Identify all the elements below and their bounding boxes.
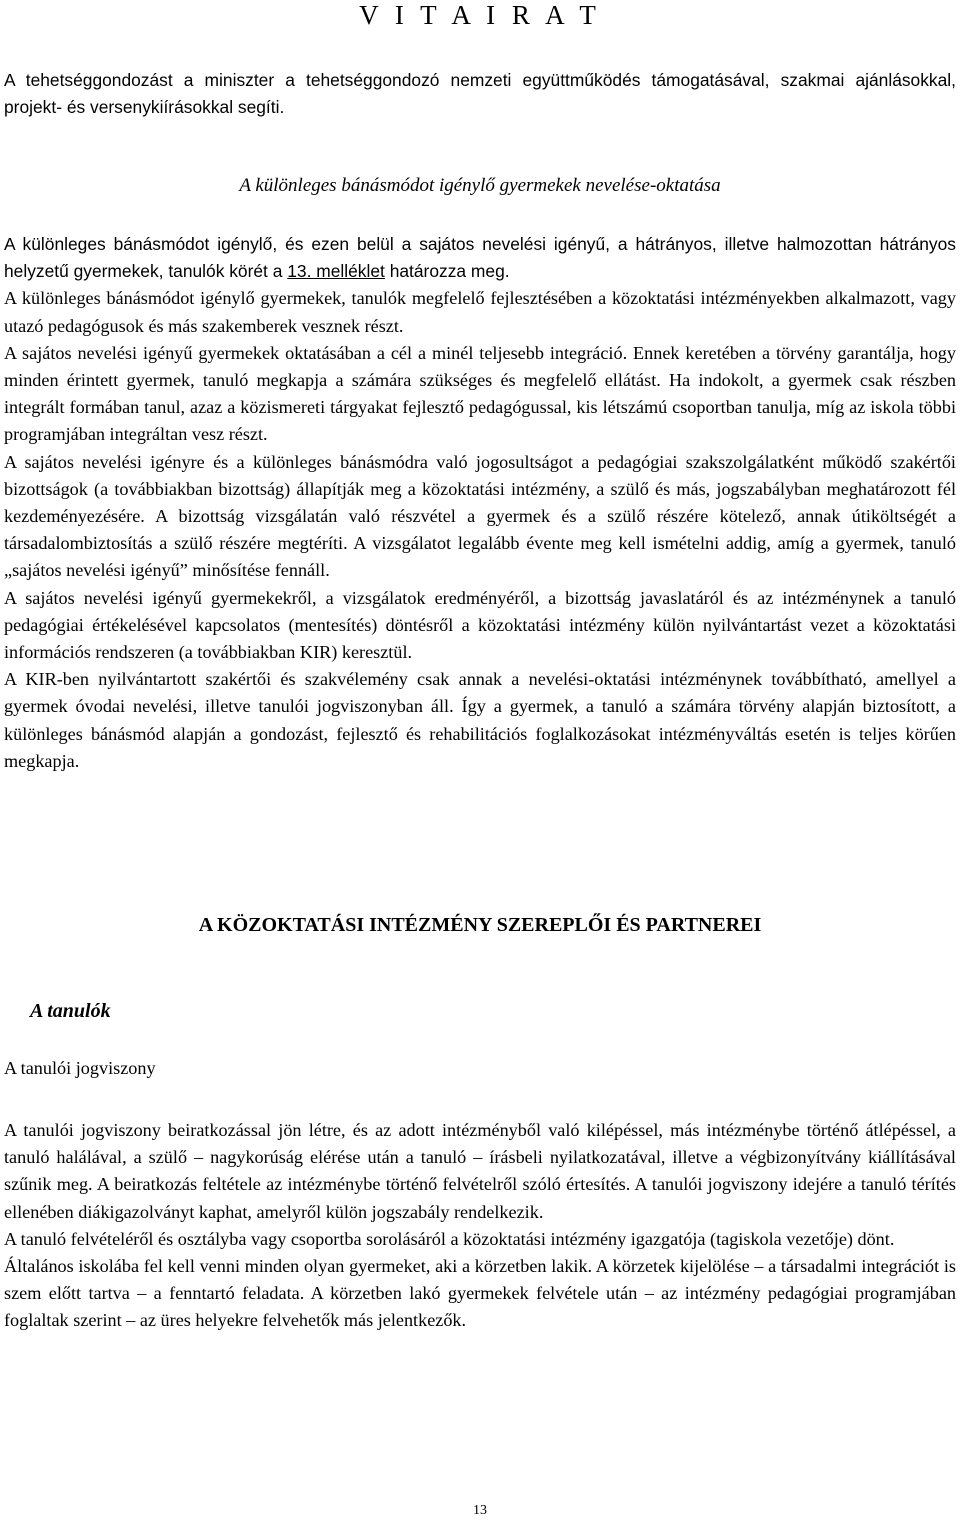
- special-needs-paragraph-6: A KIR-ben nyilvántartott szakértői és szakvélemény csak annak a nevelési-oktatási intézménynek továbbítható, amellyel a gyermek óvodai nevelési, illetve tanulói jogviszonyban áll. Így a gyermek, a tanuló a számára törvény alapján biztosított, a különleges bánásmód alapján a gondozást, fejlesztő és rehabilitációs foglalkozásokat intézményváltás esetén is teljes körűen megkapja.: [4, 669, 956, 771]
- student-status-heading-block: [4, 1055, 956, 1082]
- annex-13-link[interactable]: 13. melléklet: [287, 261, 385, 282]
- special-needs-paragraph-3: A sajátos nevelési igényű gyermekek oktatásában a cél a minél teljesebb integráció. Ennek keretében a törvény garantálja, hogy minden érintett gyermek, tanuló megkapja a számára szükséges és megfelelő ellátást. Ha indokolt, a gyermek csak részben integrált formában tanul, azaz a közismereti tárgyakat fejlesztő pedagógussal, kis létszámú csoportban tanulja, míg az iskola többi programjában integráltan vesz részt.: [4, 342, 956, 445]
- student-status-paragraph-2: A tanuló felvételéről és osztályba vagy csoportba sorolásáról a közoktatási intézmény igazgatója (tagiskola vezetője) dönt.: [4, 1228, 895, 1249]
- student-status-heading: A tanulói jogviszony: [4, 1058, 156, 1078]
- special-needs-paragraph-4: A sajátos nevelési igényre és a különleges bánásmódra való jogosultságot a pedagógiai szakszolgálatként működő szakértői bizottságok (a továbbiakban bizottság) állapítják meg a közoktatási intézmény, a szülő és más, jogszabályban meghatározott fél kezdeményezésére. A bizottság vizsgálatán való részvétel a gyermek és a szülő részére kötelező, annak útiköltségét a társadalombiztosítás a szülő részére megtéríti. A vizsgálatot legalább évente meg kell ismételni addig, amíg a gyermek, tanuló „sajátos nevelési igényű” minősítése fennáll.: [4, 451, 956, 581]
- special-needs-block: [4, 231, 956, 775]
- special-needs-paragraph-1: [4, 231, 956, 285]
- students-heading: A tanulók: [30, 1000, 111, 1022]
- special-needs-p1-text-a: A különleges bánásmódot igénylő, és ezen belül a sajátos nevelési igényű, a hátrányos, illetve halmozottan hátrányos helyzetű gyermekek, tanulók körét a: [4, 234, 956, 282]
- intro-block: [4, 67, 956, 121]
- page-title: V I T A I R A T: [359, 0, 601, 30]
- special-needs-paragraph-2: A különleges bánásmódot igénylő gyermekek, tanulók megfelelő fejlesztésében a közoktatási intézményekben alkalmazott, vagy utazó pedagógusok és más szakemberek vesznek részt.: [4, 288, 956, 336]
- special-needs-heading: A különleges bánásmódot igénylő gyermekek nevelése-oktatása: [239, 175, 721, 196]
- student-status-paragraph-1: A tanulói jogviszony beiratkozással jön létre, és az adott intézményből való kilépéssel, más intézménybe történő átlépéssel, a tanuló halálával, a szülő – nagykorúság elérése után a tanuló – írásbeli nyilatkozatával, illetve a végbizonyítvány kiállításával szűnik meg. A beiratkozás feltétele az intézménybe történő felvételről szóló értesítés. A tanulói jogviszony idejére a tanuló térítés ellenében diákigazolványt kaphat, amelyről külön jogszabály rendelkezik.: [4, 1120, 956, 1222]
- special-needs-heading-block: [4, 172, 956, 199]
- student-status-block: [4, 1117, 956, 1335]
- intro-paragraph: A tehetséggondozást a miniszter a tehetséggondozó nemzeti együttműködés támogatásával, szakmai ajánlásokkal, projekt- és versenykiírásokkal segíti.: [4, 70, 956, 118]
- special-needs-paragraph-5: A sajátos nevelési igényű gyermekekről, a vizsgálatok eredményéről, a bizottság javaslatáról és az intézménynek a tanuló pedagógiai értékelésével kapcsolatos (mentesítés) döntésről a közoktatási intézmény külön nyilvántartást vezet a közoktatási információs rendszeren (a továbbiakban KIR) keresztül.: [4, 587, 956, 663]
- section-heading: A KÖZOKTATÁSI INTÉZMÉNY SZEREPLŐI ÉS PARTNEREI: [198, 914, 762, 936]
- special-needs-p1-text-b: határozza meg.: [384, 261, 510, 282]
- students-heading-block: [30, 998, 630, 1025]
- page-number: 13: [473, 1503, 487, 1518]
- student-status-paragraph-3: Általános iskolába fel kell venni minden olyan gyermeket, aki a körzetben lakik. A körzetek kijelölése – a társadalmi integrációt is szem előtt tartva – a fenntartó feladata. A körzetben lakó gyermekek felvétele után – az intézmény pedagógiai programjában foglaltak szerint – az üres helyekre felvehetők más jelentkezők.: [4, 1256, 956, 1331]
- section-heading-block: [4, 912, 956, 939]
